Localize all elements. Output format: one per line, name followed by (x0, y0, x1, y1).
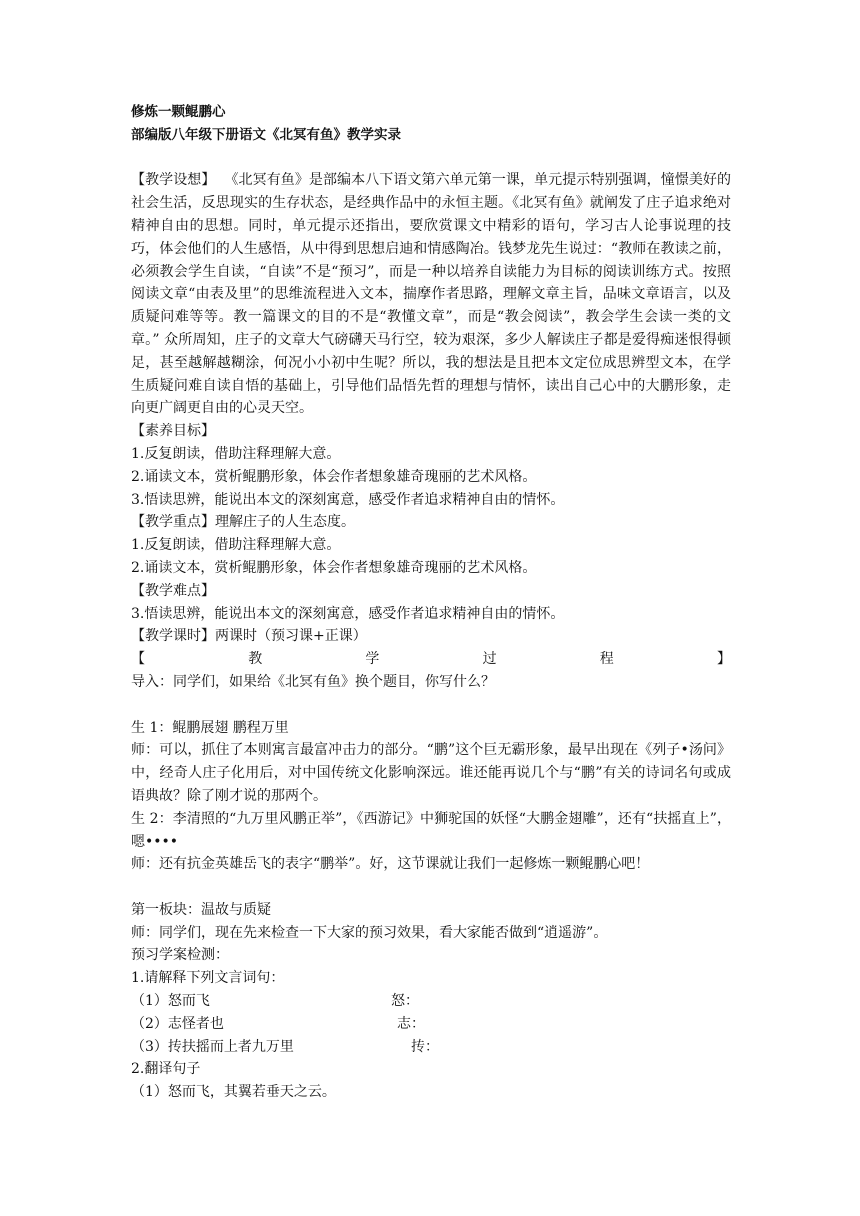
teacher-3: 师：同学们，现在先来检查一下大家的预习效果，看大家能否做到“逍遥游”。 (131, 924, 608, 941)
design-text: 《北冥有鱼》是部编本八下语文第六单元第一课，单元提示特别强调，憧憬美好的社会生活，反思现实的生存状态，是经典作品中的永恒主题。《北冥有鱼》就阐发了庄子追求绝对精神自由的思想。同时，单元提示还指出，要欣赏课文中精彩的语句，学习古人论事说理的技巧，体会他们的人生感悟，从中得到思想启迪和情感陶冶。钱梦龙先生说过：“教师在教读之前，必须教会学生自读，“自读”不是“预习”，而是一种以培养自读能力为目标的阅读训练方式。按照阅读文章“由表及里”的思维流程进入文本，揣摩作者思路，理解文章主旨，品味文章语言，以及质疑问难等等。教一篇课文的目的不是“教懂文章”，而是“教会阅读”，教会学生会读一类的文章。” 众所周知，庄子的文章大气磅礴天马行空，较为艰深，多少人解读庄子都是爱得痴迷恨得顿足，甚至越解越糊涂，何况小小初中生呢？所以，我的想法是且把本文定位成思辨型文本，在学生质疑问难自读自悟的基础上，引导他们品悟先哲的理想与情怀，读出自己心中的大鹏形象，走向更广阔更自由的心灵天空。 (131, 172, 732, 417)
key-item: 1.反复朗读，借助注释理解大意。 (131, 537, 341, 554)
teacher-2: 师：还有抗金英雄岳飞的表字“鹏举”。好，这节课就让我们一起修炼一颗鲲鹏心吧！ (131, 856, 650, 873)
vocab-phrase: （1）怒而飞 (131, 993, 210, 1010)
student-1: 生 1：鲲鹏展翅 鹏程万里 (131, 719, 289, 736)
spacer (131, 147, 731, 170)
goals-heading: 【素养目标】 (131, 423, 215, 440)
process-char: 教 (248, 651, 263, 668)
doc-title: 修炼一颗鲲鹏心 (131, 104, 226, 120)
teacher-1: 师：可以，抓住了本则寓言最富冲击力的部分。“鹏”这个巨无霸形象，最早出现在《列子•汤问》中，经奇人庄子化用后，对中国传统文化影响深远。谁还能再说几个与“鹏”有关的诗词名句或成语典故？除了刚才说的那两个。 (131, 742, 731, 804)
intro-line: 导入：同学们，如果给《北冥有鱼》换个题目，你写什么？ (131, 673, 495, 690)
question-2: 2.翻译句子 (131, 1061, 201, 1078)
design-paragraph (131, 169, 731, 420)
vocab-term: 抟： (411, 1038, 439, 1055)
block-1-heading: 第一板块：温故与质疑 (131, 901, 271, 918)
difficulty-item: 3.悟读思辨，能说出本文的深刻寓意，感受作者追求精神自由的情怀。 (131, 605, 565, 622)
process-heading (131, 648, 731, 671)
vocab-row (131, 1013, 731, 1036)
document-body (131, 101, 731, 1104)
doc-subtitle: 部编版八年级下册语文《北冥有鱼》教学实录 (131, 126, 401, 143)
vocab-phrase: （3）抟扶摇而上者九万里 (131, 1038, 294, 1055)
goal-item: 2.诵读文本，赏析鲲鹏形象，体会作者想象雄奇瑰丽的艺术风格。 (131, 468, 537, 485)
process-char: 学 (365, 651, 380, 668)
vocab-row (131, 1036, 731, 1059)
process-char: 程 (599, 651, 614, 668)
difficulty-heading: 【教学难点】 (131, 582, 215, 599)
vocab-row (131, 990, 731, 1013)
key-item: 2.诵读文本，赏析鲲鹏形象，体会作者想象雄奇瑰丽的艺术风格。 (131, 559, 537, 576)
spacer (131, 876, 731, 899)
student-2: 生 2：李清照的“九万里风鹏正举”，《西游记》中狮驼国的妖怪“大鹏金翅雕”，还有“扶摇直上”，嗯•••• (131, 810, 731, 850)
design-label: 【教学设想】 (131, 172, 216, 189)
process-char: 过 (482, 651, 497, 668)
vocab-term: 怒： (391, 993, 419, 1010)
key-heading: 【教学重点】理解庄子的人生态度。 (131, 514, 355, 531)
vocab-term: 志： (397, 1015, 425, 1032)
vocab-phrase: （2）志怪者也 (131, 1015, 224, 1032)
process-char: 【 (131, 651, 145, 668)
translate-item: （1）怒而飞，其翼若垂天之云。 (131, 1084, 336, 1101)
hours-line: 【教学课时】两课时（预习课+正课） (131, 628, 367, 645)
goal-item: 3.悟读思辨，能说出本文的深刻寓意，感受作者追求精神自由的情怀。 (131, 491, 565, 508)
process-char: 】 (716, 651, 731, 668)
check-heading: 预习学案检测： (131, 947, 229, 964)
spacer (131, 694, 731, 717)
question-1: 1.请解释下列文言词句： (131, 970, 285, 987)
goal-item: 1.反复朗读，借助注释理解大意。 (131, 445, 341, 462)
